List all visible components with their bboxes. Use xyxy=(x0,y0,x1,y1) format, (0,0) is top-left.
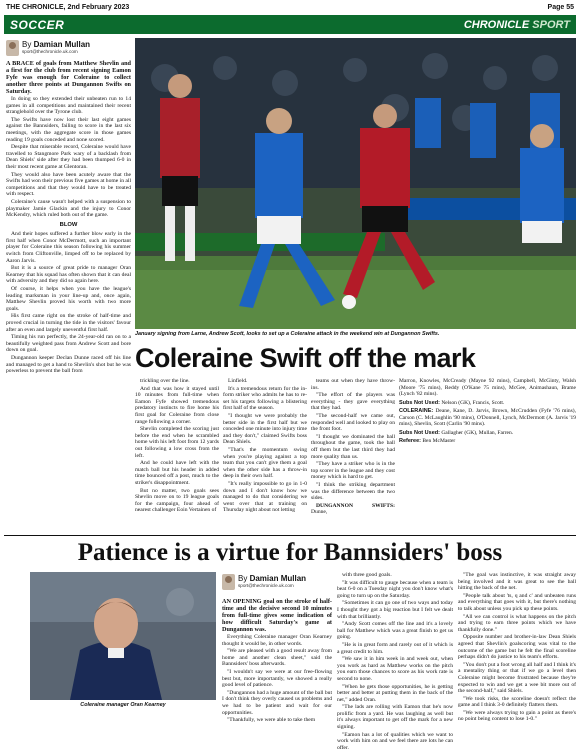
paragraph: "We are pleased with a good result away from home and another clean sheet," said the Bannsiders' boss afterwards. xyxy=(222,648,332,668)
article2-column-1 xyxy=(222,598,332,734)
paragraph: And their hopes suffered a further blow early in the first half when Conor McDermott, such an important player for Coleraine this season following his summer switch from Cliftonville, limped off to be replaced by Aaron Jarvis. xyxy=(6,231,131,264)
paragraph: "People talk about 'ts, q and c' and unbeaten runs and everything that goes with it, but there's nothing to talk about unless you pick up these points. xyxy=(458,592,576,612)
article2-column-3 xyxy=(458,572,576,734)
team-line-start xyxy=(311,503,395,516)
paragraph: His first came right on the stroke of half-time and proved crucial in turning the tide in the visitors' favour after an even and largely uneventful first half. xyxy=(6,313,131,333)
paragraph: Linfield. xyxy=(228,378,248,384)
subs-label: Subs Not Used: xyxy=(399,429,440,436)
paragraph: And that was how it stayed until 10 minutes from full-time when Eamon Fyfe showed tremendous predatory instincts to fire home his first goal for Coleraine from close range following a corner. xyxy=(135,385,219,425)
brand-logo xyxy=(464,19,570,31)
subs-text: Nelson (GK), Francis, Scott. xyxy=(441,399,505,406)
manager-photo-illustration xyxy=(30,572,216,700)
match-photo xyxy=(135,38,576,329)
paragraph: "Sometimes it can go one of two ways and today I thought they got a big reaction but I felt we dealt with that brilliantly. xyxy=(337,600,453,620)
paragraph: "I thought we dominated the ball throughout the game, took the ball off them but the last third they had more quality than us. xyxy=(311,433,395,460)
paragraph: But it is a source of great pride to manager Oran Kearney that his squad has often shown that it can deal with adversity and they did so again here. xyxy=(6,265,131,285)
referee-name: Ben McMaster xyxy=(422,438,456,444)
paragraph: But no matter, two goals sees Shevlin move on to 19 league goals for the campaign, four ahead of nearest challenger Eoin Vertainen of xyxy=(135,487,219,514)
article-column-3 xyxy=(223,378,307,535)
author-avatar xyxy=(6,40,19,56)
article-column-2 xyxy=(135,378,219,535)
byline-2 xyxy=(222,574,306,590)
byline-prefix: By xyxy=(238,574,248,583)
section-label: SOCCER xyxy=(10,17,65,32)
team-label: DUNGANNON SWIFTS: xyxy=(316,502,395,509)
subs-label: Subs Not Used: xyxy=(399,399,440,406)
paragraph: "They have a striker who is in the top scorer in the league and they cost money which is hard to get. xyxy=(311,461,395,481)
page-number: Page 55 xyxy=(547,3,574,11)
coleraine-lineup xyxy=(399,408,576,428)
paragraph: teams out when they have throw-ins. xyxy=(311,378,395,391)
paragraph: "He is in great form and rarely out of it which is a great credit to him. xyxy=(337,641,453,655)
paragraph: "It's really impossible to go in 1-0 down and I don't know how we managed to do that considering we went over that at training on Thursday night about not letting xyxy=(223,480,307,514)
dungannon-lineup: Marron, Knowles, McCready (Mayne 92 mins), Campbell, McGinty, Walsh (Moore '75 mins), Reddy (O'Kane 75 mins), McGee, Animashaun, Brame (Lynch '82 mins). xyxy=(399,378,576,397)
paragraph: In doing so they extended their unbeaten run to 14 games in all competitions and maintained their recent stranglehold over the Tyrone club. xyxy=(6,96,131,116)
paragraph: "I think the striking department was the difference between the two sides. xyxy=(311,481,395,502)
byline-name xyxy=(238,574,306,583)
brand-part-b: SPORT xyxy=(532,18,570,31)
paragraph: Timing his run perfectly, the 24-year-old ran on to a beautifully weighted pass from Andrew Scott and bore down on goal. xyxy=(6,334,131,354)
paragraph: The Swifts have now lost their last eight games against the Bannsiders, failing to score in the last six meetings, with the aggregate score in those games reading 19 goals conceded and none scored. xyxy=(6,116,131,143)
page-header xyxy=(0,0,580,14)
coleraine-text: Deane, Kane, D. Jarvis, Brown, McCrudden (Fyfe '76 mins), Carson (C. McLaughlin '90 mins), O'Donnell, Lynch, McDermott (A. Jarvis '19 mins), Shevlin, Scott (Carlin '90 mins). xyxy=(399,408,576,427)
paragraph: "When he gets those opportunities, he is getting better and better at putting them in the back of the net," added Oran. xyxy=(337,683,453,703)
team-start-text: Dunne, xyxy=(311,509,328,516)
paragraph: "The goal was instinctive, it was straight away being involved and it was great to see the ball hitting the back of the net. xyxy=(458,572,576,592)
referee xyxy=(399,438,576,445)
match-photo-illustration xyxy=(135,38,576,329)
paragraph: Of course, it helps when you have the league's leading marksman in your line-up and, once again, Matthew Shevlin proved his worth with two more goals. xyxy=(6,286,131,312)
article-column-4 xyxy=(311,378,395,535)
paragraph: Despite that miserable record, Coleraine would have travelled to Stangmore Park wary of a backlash from Dean Shiels' side after they had been thumped 6-0 in their most recent game at Glentoran. xyxy=(6,144,131,170)
paragraph: Opposite number and brother-in-law Dean Shiels agreed that Shevlin's goalscoring was vital to the outcome of the game but he felt the final scoreline perhaps didn't do justice to his team's efforts. xyxy=(458,634,576,661)
masthead: THE CHRONICLE, 2nd February 2023 xyxy=(6,3,130,11)
referee-label: Referee: xyxy=(399,438,422,444)
paragraph: Shevlin completed the scoring just before the end when he scrambled home with his left foot from 12 yards out following a low cross from the left. xyxy=(135,426,219,459)
paragraph: "That's the momentum swing when you're playing against a top team that you can't give them a goal when the other side has a throw-in deep in their own half. xyxy=(223,446,307,480)
author-name: Damian Mullan xyxy=(33,40,91,49)
paragraph: Everything Coleraine manager Oran Kearney thought it would be, in other words. xyxy=(222,634,332,647)
author-avatar xyxy=(222,574,235,590)
paragraph: with three good goals. xyxy=(342,572,392,578)
lead-paragraph: AN OPENING goal on the stroke of half-time and the decisive second 10 minutes from full-time gives some indication of how difficult Saturday's game at Dungannon was. xyxy=(222,598,332,633)
brand-part-a: CHRONICLE xyxy=(463,18,530,31)
author-name: Damian Mullan xyxy=(249,574,307,583)
paragraph: It's a tremendous return for the in-form striker who admits he has to re-set his targets following a blistering first half of the season. xyxy=(223,385,307,412)
author-email: sport@thechronicle.uk.com xyxy=(22,49,78,54)
team-lineups xyxy=(399,378,576,447)
paragraph: "The lads are rolling with Eamon that he's now prolific from a yard. He was laughing as well but it's always important to get off the mark for a new signing. xyxy=(337,704,453,731)
paragraph: "The second-half we came out, responded well and looked to play on the front foot. xyxy=(311,412,395,433)
paragraph: "The effort of the players was everything - they gave everything that they had. xyxy=(311,392,395,412)
paragraph: "Andy Scott comes off the line and it's a lovely ball for Matthew which was a great finish to get us going. xyxy=(337,621,453,641)
paragraph: "We saw it in him week in and week out, when you work as hard as Matthew works on the pitch you earn those chances to score as his work rate is second to none. xyxy=(337,656,453,682)
coleraine-label: COLERAINE: xyxy=(399,408,434,414)
section-band xyxy=(4,15,576,34)
subheading: BLOW xyxy=(59,221,78,228)
photo-caption: January signing from Larne, Andrew Scott, looks to set up a Coleraine attack in the weekend win at Dungannon Swifts. xyxy=(135,331,440,337)
paragraph: "We took risks, the scoreline doesn't reflect the game and I think 3-0 definitely flatters them. xyxy=(458,695,576,709)
paragraph: "All we can control is what happens on the pitch and trying to earn three points which we have thankfully done." xyxy=(458,613,576,633)
manager-photo xyxy=(30,572,216,700)
paragraph: They would also have been acutely aware that the Swifts had won their previous five games at home in all competitions and that they would have to be treated with respect. xyxy=(6,171,131,198)
paragraph: Coleraine's cause wasn't helped with a suspension to playmaker Jamie Glackin and the injury to Conor McKendry, which ruled both out of the game. xyxy=(6,198,131,219)
article-headline: Coleraine Swift off the mark xyxy=(135,343,476,373)
paragraph: "I wouldn't say we were at our free-flowing best but, more importantly, we showed a really good level of patience. xyxy=(222,668,332,689)
paragraph: trickling over the line. xyxy=(140,378,190,384)
paragraph: "Dungannon had a huge amount of the ball but I don't think they overly caused us problems and we had to be patient and wait for our opportunities. xyxy=(222,689,332,716)
author-email: sport@thechronicle.uk.com xyxy=(238,583,294,588)
subs-text: Gallagher (GK), Mullan, Farren. xyxy=(441,429,514,436)
paragraph: "We were always trying to gain a point as there's no point being content to lose 1-0." xyxy=(458,709,576,723)
paragraph: "You don't put a foot wrong all half and I think it's a mentality thing or that if we go a level then Coleraine might become frustrated because they're expected to win and we get a wee bit more out of the second-half," said Shiels. xyxy=(458,661,576,695)
lead-paragraph: A BRACE of goals from Matthew Shevlin and a first for the club from recent signing Eamon Fyfe was enough for Coleraine to collect another three points at Dungannon Swifts on Saturday. xyxy=(6,60,131,95)
byline xyxy=(6,40,90,56)
byline-name xyxy=(22,40,90,49)
dungannon-subs xyxy=(399,400,576,407)
byline-prefix: By xyxy=(22,40,32,49)
article-column-1 xyxy=(6,60,131,535)
paragraph: Dungannon keeper Declan Dunne raced off his line and managed to get a hand to Shevlin's shot but he was powerless to prevent the ball from xyxy=(6,354,131,375)
article-divider xyxy=(4,535,576,536)
paragraph: And he could have left with the match ball but his header in added time bounced off a post, much to the striker's disappointment. xyxy=(135,460,219,486)
coleraine-subs xyxy=(399,430,576,437)
paragraph: "Eamon has a lot of qualities which we want to work with him on and we feel there are lots he can offer. xyxy=(337,731,453,751)
paragraph: "It was difficult to gauge because when a team is beat 6-0 on a Tuesday night you don't know what's going to turn up on the Saturday. xyxy=(337,579,453,599)
paragraph: "Thankfully, we were able to take them xyxy=(227,717,316,724)
article-headline-2: Patience is a virtue for Bannsiders' boss xyxy=(77,539,503,566)
manager-photo-caption: Coleraine manager Oran Kearney xyxy=(80,702,166,708)
paragraph: "I thought we were probably the better side in the first half but we conceded one minute into injury time and they don't," claimed Swifts boss Dean Shiels. xyxy=(223,412,307,446)
article2-column-2 xyxy=(337,572,453,751)
